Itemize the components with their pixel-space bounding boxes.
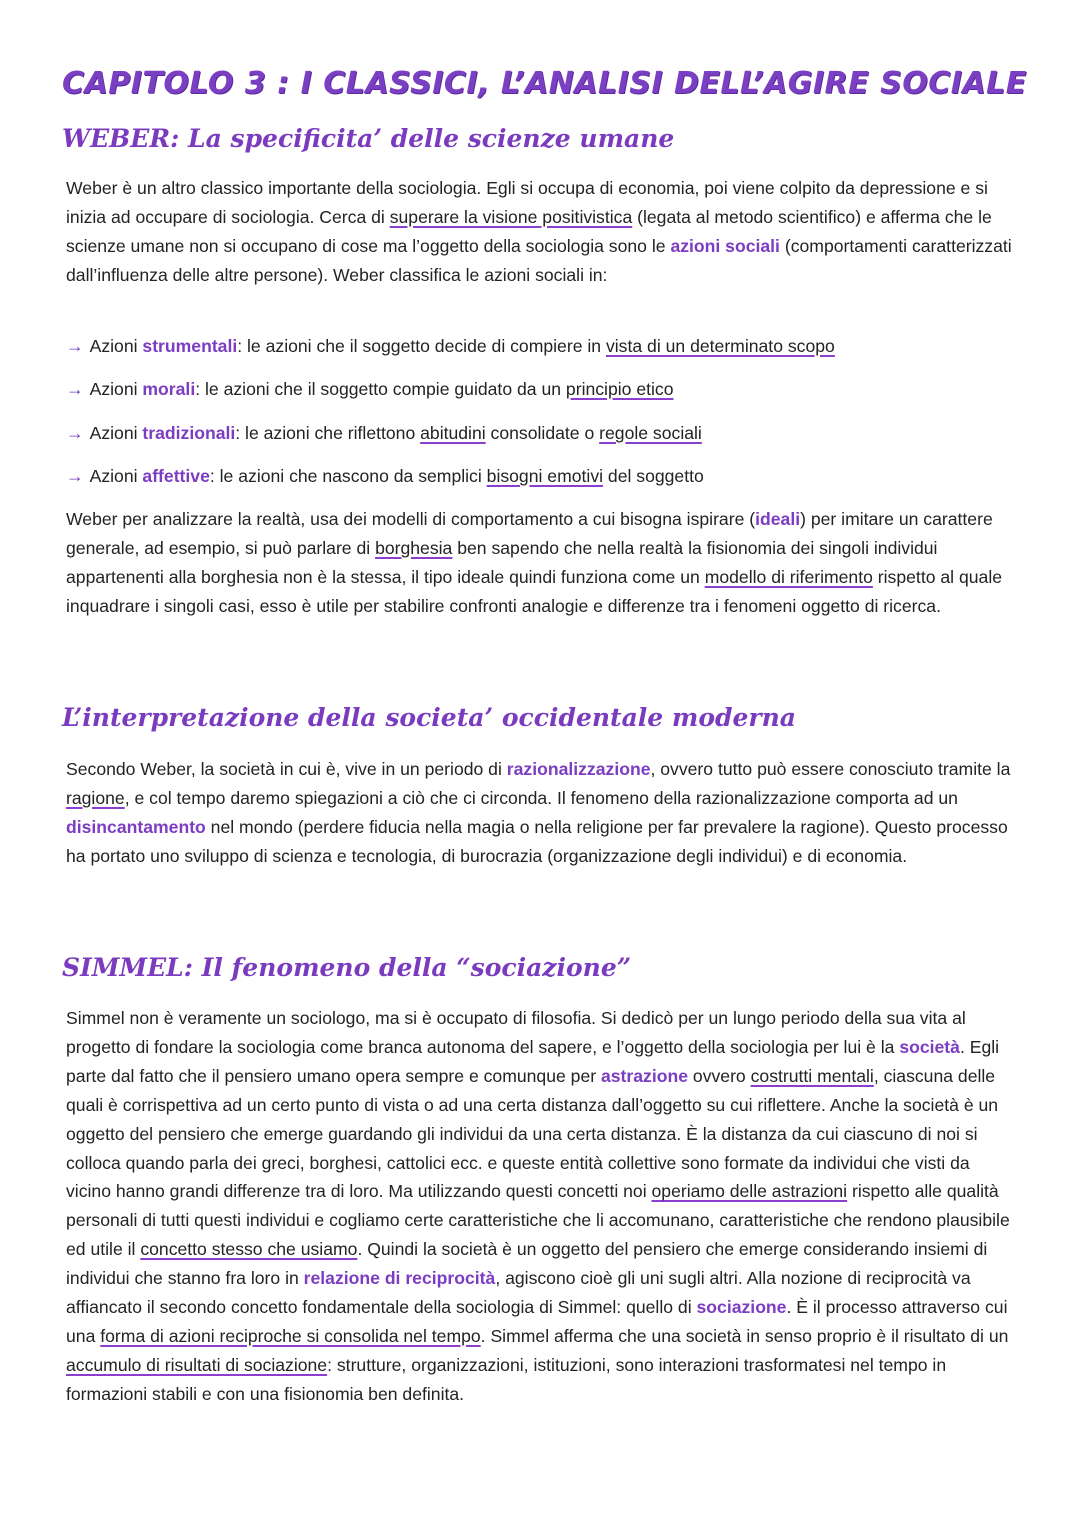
simmel-heading: SIMMEL: Il fenomeno della “sociazione” xyxy=(62,953,632,982)
list-item xyxy=(66,462,704,490)
highlighted-term: morali xyxy=(142,379,196,399)
text-run: . Simmel afferma che una società in senso proprio è il risultato di un xyxy=(480,1325,1009,1346)
underlined-phrase: concetto stesso che usiamo xyxy=(140,1239,358,1260)
text-run: Azioni xyxy=(89,423,143,443)
highlighted-term: disincantamento xyxy=(66,816,206,837)
text-run: : le azioni che il soggetto compie guidato da un xyxy=(195,379,566,399)
text-run: rispetto alle qualità personali di tutti questi individui e cogliamo certe caratteristiche che li accomunano, caratteristiche che rendono plausibile ed utile il xyxy=(66,1181,1010,1260)
arrow-icon: → xyxy=(66,379,84,399)
highlighted-term: affettive xyxy=(142,466,210,486)
underlined-phrase: modello di riferimento xyxy=(704,566,873,587)
underlined-phrase: ragione xyxy=(66,787,125,808)
underlined-phrase: accumulo di risultati di sociazione xyxy=(66,1354,328,1375)
simmel-paragraph xyxy=(66,1004,1018,1409)
text-run: nel mondo (perdere fiducia nella magia o nella religione per far prevalere la ragione). Questo processo ha portato uno sviluppo di scienza e tecnologia, di burocrazia (organizzazione degli individui) e di economia. xyxy=(66,816,1008,866)
list-item xyxy=(66,419,702,447)
weber-intro-paragraph xyxy=(66,174,1018,290)
text-run: ben sapendo che nella realtà la fisionomia dei singoli individui appartenenti alla borghesia non è la stessa, il tipo ideale quindi funziona come un xyxy=(66,537,938,587)
text-run: , ciascuna delle quali è corrispettiva ad un certo punto di vista o ad una certa distanza dall’oggetto su cui riflettere. Anche la società è un oggetto del pensiero che emerge guardando gli individui da una certa distanza. È la distanza da cui ciascuno di noi si colloca quando parla dei greci, borghesi, cattolici ecc. e queste entità collettive sono formate da individui che visti da vicino hanno grandi differenze tra di loro. Ma utilizzando questi concetti noi xyxy=(66,1065,999,1202)
interpretazione-paragraph xyxy=(66,755,1018,871)
highlighted-term: ideali xyxy=(755,509,801,529)
highlighted-term: astrazione xyxy=(600,1065,689,1086)
text-run: del soggetto xyxy=(603,466,704,486)
text-run: . Quindi la società è un oggetto del pensiero che emerge considerando insiemi di individui che stanno fra loro in xyxy=(66,1239,988,1289)
text-run: : strutture, organizzazioni, istituzioni, sono interazioni trasformatesi nel tempo in formazioni stabili e con una fisionomia ben definita. xyxy=(66,1354,947,1404)
text-run: , ovvero tutto può essere conosciuto tramite la xyxy=(650,759,1011,779)
text-run: , e col tempo daremo spiegazioni a ciò che ci circonda. Il fenomeno della razionalizzazione comporta ad un xyxy=(124,787,958,808)
text-run: Weber è un altro classico importante della sociologia. Egli si occupa di economia, poi viene colpito da depressione e si inizia ad occupare di sociologia. Cerca di xyxy=(66,178,988,227)
underlined-phrase: bisogni emotivi xyxy=(486,466,604,486)
underlined-phrase: regole sociali xyxy=(599,423,702,443)
text-run: (comportamenti caratterizzati dall’influenza delle altre persone). Weber classifica le azioni sociali in: xyxy=(66,235,1012,285)
underlined-phrase: superare la visione positivistica xyxy=(389,206,633,227)
list-item xyxy=(66,332,835,360)
list-item xyxy=(66,375,674,403)
underlined-phrase: costrutti mentali xyxy=(750,1065,874,1086)
text-run: Secondo Weber, la società in cui è, vive in un periodo di xyxy=(66,759,507,779)
text-run: ovvero xyxy=(688,1065,751,1086)
arrow-icon: → xyxy=(66,423,84,443)
highlighted-term: strumentali xyxy=(142,336,238,356)
text-run: . Egli parte dal fatto che il pensiero umano opera sempre e comunque per xyxy=(66,1036,1000,1086)
underlined-phrase: operiamo delle astrazioni xyxy=(651,1181,848,1202)
weber-ideal-paragraph xyxy=(66,505,1018,621)
underlined-phrase: principio etico xyxy=(565,379,674,399)
text-run: Azioni xyxy=(89,336,143,356)
weber-heading: WEBER: La specificita’ delle scienze umane xyxy=(62,124,675,153)
text-run: (legata al metodo scientifico) e afferma che le scienze umane non si occupano di cose ma l’oggetto della sociologia sono le xyxy=(66,206,992,256)
text-run: Azioni xyxy=(89,379,143,399)
text-run: : le azioni che nascono da semplici xyxy=(209,466,487,486)
arrow-icon: → xyxy=(66,336,84,356)
text-run: ) per imitare un carattere generale, ad esempio, si può parlare di xyxy=(66,509,993,558)
highlighted-term: società xyxy=(899,1036,960,1057)
highlighted-term: relazione di reciprocità xyxy=(303,1268,496,1289)
text-run: consolidate o xyxy=(485,423,600,443)
text-run: Simmel non è veramente un sociologo, ma si è occupato di filosofia. Si dedicò per un lungo periodo della sua vita al progetto di fondare la sociologia come branca autonoma del sapere, e l’oggetto della sociologia per lui è la xyxy=(66,1008,966,1057)
text-run: : le azioni che il soggetto decide di compiere in xyxy=(237,336,606,356)
text-run: Weber per analizzare la realtà, usa dei modelli di comportamento a cui bisogna ispirare ( xyxy=(66,509,756,529)
underlined-phrase: abitudini xyxy=(420,423,486,443)
text-run: rispetto al quale inquadrare i singoli casi, esso è utile per stabilire confronti analogie e differenze tra i fenomeni oggetto di ricerca. xyxy=(66,566,1003,616)
arrow-icon: → xyxy=(66,466,84,486)
underlined-phrase: forma di azioni reciproche si consolida nel tempo xyxy=(100,1325,481,1346)
interpretazione-heading: L’interpretazione della societa’ occidentale moderna xyxy=(62,703,796,732)
chapter-title: CAPITOLO 3 : I CLASSICI, L’ANALISI DELL’AGIRE SOCIALE xyxy=(62,66,1027,101)
underlined-phrase: vista di un determinato scopo xyxy=(605,336,835,356)
text-run: : le azioni che riflettono xyxy=(235,423,421,443)
highlighted-term: razionalizzazione xyxy=(506,759,651,779)
text-run: Azioni xyxy=(89,466,143,486)
highlighted-term: tradizionali xyxy=(142,423,236,443)
text-run: , agiscono cioè gli uni sugli altri. Alla nozione di reciprocità va affiancato il secondo concetto fondamentale della sociologia di Simmel: quello di xyxy=(66,1268,971,1318)
highlighted-term: sociazione xyxy=(696,1297,787,1318)
highlighted-term: azioni sociali xyxy=(670,235,780,256)
text-run: . È il processo attraverso cui una xyxy=(66,1297,1008,1346)
underlined-phrase: borghesia xyxy=(375,537,453,558)
